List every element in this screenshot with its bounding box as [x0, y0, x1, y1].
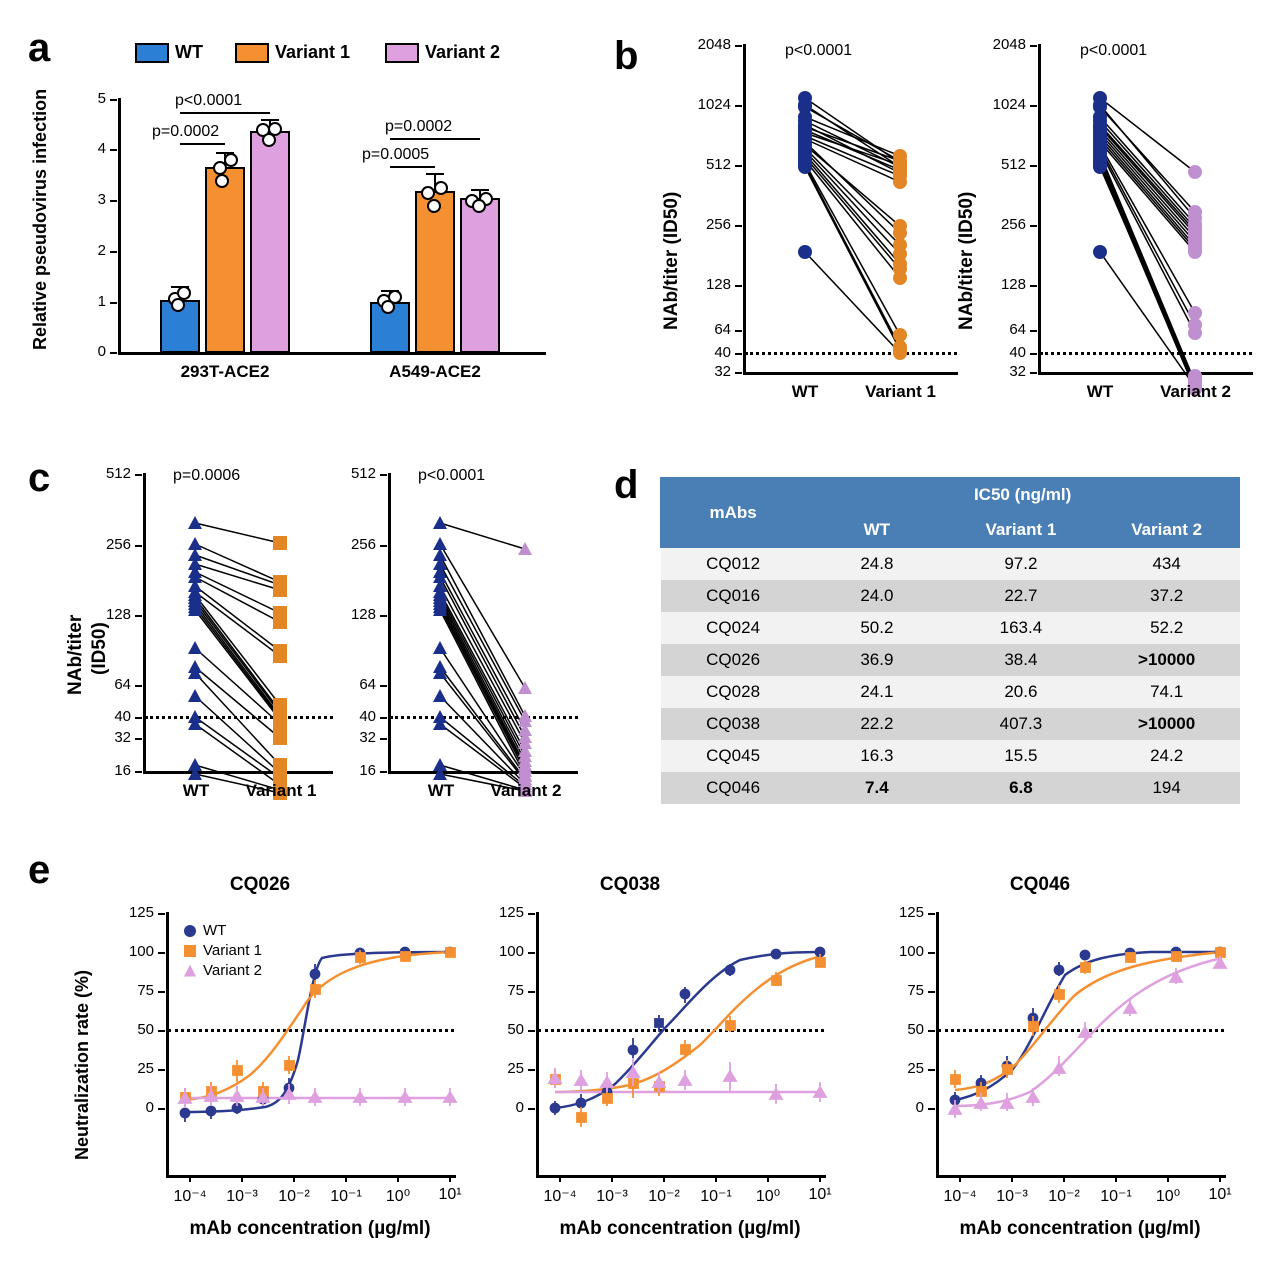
- cell-mab: CQ046: [661, 772, 806, 804]
- panel-e-cq038-ticklabel-100: 100: [498, 943, 524, 960]
- cell-mab: CQ045: [661, 740, 806, 772]
- panel-e-cq026-xtick-2: 10⁻³: [226, 1188, 258, 1205]
- panel-e-cq026: [60, 860, 460, 1280]
- panel-b-right-pvalue: p<0.0001: [1080, 42, 1148, 59]
- panel-e: [0, 840, 1270, 1280]
- cell-variant1: 15.5: [948, 740, 1094, 772]
- panel-a-pvalue-2: p<0.0001: [175, 92, 243, 109]
- panel-e-cq046-xtick-4: 10⁻¹: [1100, 1188, 1132, 1205]
- panel-e-cq046-ticklabel-100: 100: [898, 943, 924, 960]
- panel-c: [0, 440, 600, 840]
- panel-e-cq046-ticklabel-0: 0: [915, 1099, 924, 1116]
- panel-b-right-xtick-variant2: Variant 2: [1160, 382, 1231, 401]
- panel-d: [600, 445, 1270, 835]
- cell-mab: CQ016: [661, 580, 806, 612]
- panel-e-cq038-data: [460, 860, 860, 1280]
- panel-b-left-ticklabel-40: 40: [714, 344, 731, 361]
- panel-c-right-xtick-variant2: Variant 2: [490, 781, 562, 800]
- panel-c-right-ticklabel-512: 512: [350, 465, 376, 482]
- panel-b-left-ticklabel-64: 64: [714, 321, 731, 338]
- panel-e-cq046-xtick-3: 10⁻²: [1048, 1188, 1080, 1205]
- panel-a-ticklabel-1: 1: [97, 293, 106, 310]
- panel-e-cq026-xtick-1: 10⁻⁴: [173, 1188, 207, 1205]
- legend-text-variant2: Variant 2: [203, 962, 262, 979]
- panel-b-left-data: [655, 20, 965, 420]
- panel-c-right-xtick-wt: WT: [427, 781, 455, 800]
- cell-wt: 22.2: [806, 708, 948, 740]
- cell-wt: 24.1: [806, 676, 948, 708]
- table-header-wt: WT: [806, 513, 948, 548]
- panel-c-left-pvalue: p=0.0006: [173, 467, 241, 484]
- panel-c-left-subplot: [55, 445, 335, 825]
- panel-b-right-ticklabel-512: 512: [1000, 156, 1026, 173]
- panel-e-cq026-ticklabel-100: 100: [128, 943, 154, 960]
- panel-c-label: c: [28, 456, 51, 500]
- panel-e-cq038-xtick-3: 10⁻²: [648, 1188, 680, 1205]
- table-header-variant1: Variant 1: [948, 513, 1094, 548]
- panel-a-label: a: [28, 26, 51, 70]
- panel-a-ticklabel-3: 3: [97, 191, 106, 208]
- panel-e-cq026-xtick-5: 10⁰: [385, 1188, 411, 1205]
- panel-b-right-ticklabel-40: 40: [1009, 344, 1026, 361]
- cell-wt: 50.2: [806, 612, 948, 644]
- panel-e-cq038: [460, 860, 860, 1280]
- panel-a: [0, 0, 580, 420]
- panel-c-left-ticklabel-256: 256: [105, 536, 131, 553]
- panel-a-pvalue-3: p=0.0005: [362, 146, 430, 163]
- panel-c-left-xtick-wt: WT: [182, 781, 210, 800]
- table-row: [661, 772, 1240, 804]
- panel-a-ticklabel-0: 0: [97, 343, 106, 360]
- panel-c-right-pvalue: p<0.0001: [418, 467, 486, 484]
- panel-b-left-ticklabel-512: 512: [705, 156, 731, 173]
- panel-c-left-ticklabel-32: 32: [114, 729, 131, 746]
- panel-a-ticklabel-4: 4: [97, 140, 106, 157]
- panel-b-left-subplot: [655, 20, 965, 420]
- panel-c-right-ticklabel-32: 32: [359, 729, 376, 746]
- panel-b-right-y-title: NAb/titer (ID50): [956, 191, 977, 330]
- panel-e-cq038-ticklabel-75: 75: [507, 982, 524, 999]
- cell-wt: 36.9: [806, 644, 948, 676]
- panel-c-right-ticklabel-40: 40: [359, 708, 376, 725]
- cell-wt: 7.4: [806, 772, 948, 804]
- panel-a-y-axis-title: Relative pseudovirus infection: [30, 88, 50, 350]
- panel-b-right-ticklabel-1024: 1024: [992, 96, 1026, 113]
- ic50-table: [660, 477, 1240, 804]
- panel-e-cq026-ticklabel-125: 125: [128, 904, 154, 921]
- panel-c-right-ticklabel-256: 256: [350, 536, 376, 553]
- legend-label-wt: WT: [175, 42, 203, 62]
- panel-e-cq046-xtick-2: 10⁻³: [996, 1188, 1028, 1205]
- table-header-ic50: IC50 (ng/ml): [806, 478, 1240, 513]
- table-row: [661, 580, 1240, 612]
- cell-variant2: 52.2: [1094, 612, 1240, 644]
- panel-e-cq038-xtick-4: 10⁻¹: [700, 1188, 732, 1205]
- panel-e-cq046-ticklabel-75: 75: [907, 982, 924, 999]
- panel-e-cq046-data: [860, 860, 1270, 1280]
- panel-b-right-ticklabel-2048: 2048: [992, 36, 1026, 53]
- panel-a-ticklabel-2: 2: [97, 242, 106, 259]
- cell-mab: CQ026: [661, 644, 806, 676]
- cell-variant2: >10000: [1094, 708, 1240, 740]
- legend-text-variant1: Variant 1: [203, 942, 262, 959]
- panel-c-left-data: [55, 445, 335, 825]
- panel-d-label: d: [614, 463, 639, 507]
- panel-a-pvalue-1: p=0.0002: [152, 123, 220, 140]
- panel-b-left-y-title: NAb/titer (ID50): [661, 191, 682, 330]
- panel-e-cq038-xtick-2: 10⁻³: [596, 1188, 628, 1205]
- panel-b-left-ticklabel-1024: 1024: [697, 96, 731, 113]
- panel-e-cq046-xtick-5: 10⁰: [1155, 1188, 1181, 1205]
- panel-a-pvalue-4: p=0.0002: [385, 118, 453, 135]
- panel-b-left-pvalue: p<0.0001: [785, 42, 853, 59]
- cell-variant1: 20.6: [948, 676, 1094, 708]
- table-row: [661, 708, 1240, 740]
- panel-c-left-y-title-line2: (ID50): [89, 622, 110, 675]
- panel-c-right-ticklabel-64: 64: [359, 676, 376, 693]
- panel-e-cq026-ticklabel-75: 75: [137, 982, 154, 999]
- table-row: [661, 548, 1240, 581]
- panel-b-left-ticklabel-256: 256: [705, 216, 731, 233]
- panel-b-right-ticklabel-128: 128: [1000, 276, 1026, 293]
- panel-b-left-xtick-variant1: Variant 1: [865, 382, 936, 401]
- panel-a-overlay: [0, 0, 580, 420]
- panel-e-cq046-ticklabel-125: 125: [898, 904, 924, 921]
- panel-e-cq026-ticklabel-25: 25: [137, 1060, 154, 1077]
- panel-e-cq046-xtick-6: 10¹: [1208, 1186, 1232, 1203]
- panel-b-left-ticklabel-2048: 2048: [697, 36, 731, 53]
- table-row: [661, 740, 1240, 772]
- panel-b-right-xtick-wt: WT: [1086, 382, 1114, 401]
- cell-variant1: 6.8: [948, 772, 1094, 804]
- table-row: [661, 676, 1240, 708]
- panel-e-cq038-title: CQ038: [599, 874, 661, 895]
- panel-c-left-ticklabel-40: 40: [114, 708, 131, 725]
- cell-mab: CQ024: [661, 612, 806, 644]
- panel-e-cq038-xtick-5: 10⁰: [755, 1188, 781, 1205]
- panel-a-ticklabel-5: 5: [97, 90, 106, 107]
- panel-e-cq046-x-title: mAb concentration (µg/ml): [959, 1218, 1201, 1239]
- panel-a-xtick-293t: 293T-ACE2: [180, 362, 270, 381]
- cell-mab: CQ012: [661, 548, 806, 581]
- panel-c-left-ticklabel-512: 512: [105, 465, 131, 482]
- table-row: [661, 612, 1240, 644]
- panel-c-right-data: [300, 445, 580, 825]
- panel-e-cq046-ticklabel-50: 50: [907, 1021, 924, 1038]
- panel-e-cq026-xtick-4: 10⁻¹: [330, 1188, 362, 1205]
- panel-e-cq026-xtick-3: 10⁻²: [278, 1188, 310, 1205]
- cell-variant2: 24.2: [1094, 740, 1240, 772]
- cell-variant2: >10000: [1094, 644, 1240, 676]
- legend-label-variant2: Variant 2: [425, 42, 501, 62]
- cell-variant1: 22.7: [948, 580, 1094, 612]
- panel-b-right-data: [950, 20, 1260, 420]
- cell-variant1: 97.2: [948, 548, 1094, 581]
- cell-wt: 24.8: [806, 548, 948, 581]
- panel-e-cq046: [860, 860, 1270, 1280]
- panel-e-cq046-xtick-1: 10⁻⁴: [943, 1188, 977, 1205]
- legend-text-wt: WT: [203, 922, 227, 939]
- panel-b-left-xtick-wt: WT: [791, 382, 819, 401]
- cell-variant1: 38.4: [948, 644, 1094, 676]
- panel-e-label: e: [28, 848, 51, 892]
- panel-e-cq038-ticklabel-50: 50: [507, 1021, 524, 1038]
- panel-e-cq038-ticklabel-125: 125: [498, 904, 524, 921]
- cell-variant2: 74.1: [1094, 676, 1240, 708]
- panel-e-cq038-ticklabel-25: 25: [507, 1060, 524, 1077]
- panel-b-right-subplot: [950, 20, 1260, 420]
- panel-b-left-ticklabel-32: 32: [714, 363, 731, 380]
- panel-e-cq026-xtick-6: 10¹: [438, 1186, 462, 1203]
- panel-b: [600, 0, 1270, 430]
- panel-b-right-ticklabel-32: 32: [1009, 363, 1026, 380]
- panel-e-cq038-x-title: mAb concentration (µg/ml): [559, 1218, 801, 1239]
- panel-e-cq046-title: CQ046: [1009, 874, 1071, 895]
- cell-variant2: 194: [1094, 772, 1240, 804]
- cell-mab: CQ038: [661, 708, 806, 740]
- panel-e-cq026-ticklabel-50: 50: [137, 1021, 154, 1038]
- panel-b-label: b: [614, 34, 639, 78]
- table-row: [661, 644, 1240, 676]
- cell-wt: 16.3: [806, 740, 948, 772]
- panel-c-left-ticklabel-64: 64: [114, 676, 131, 693]
- panel-e-cq038-xtick-1: 10⁻⁴: [543, 1188, 577, 1205]
- cell-variant1: 163.4: [948, 612, 1094, 644]
- panel-c-left-ticklabel-128: 128: [105, 606, 131, 623]
- legend-label-variant1: Variant 1: [275, 42, 351, 62]
- cell-mab: CQ028: [661, 676, 806, 708]
- panel-c-right-ticklabel-16: 16: [359, 762, 376, 779]
- cell-variant2: 37.2: [1094, 580, 1240, 612]
- panel-c-left-y-title-line1: NAb/titer: [65, 614, 86, 695]
- panel-a-xtick-a549: A549-ACE2: [389, 362, 481, 381]
- panel-e-cq038-xtick-6: 10¹: [808, 1186, 832, 1203]
- panel-e-cq038-ticklabel-0: 0: [515, 1099, 524, 1116]
- panel-c-left-ticklabel-16: 16: [114, 762, 131, 779]
- panel-b-left-ticklabel-128: 128: [705, 276, 731, 293]
- panel-e-cq026-data: [60, 860, 460, 1280]
- panel-b-right-ticklabel-256: 256: [1000, 216, 1026, 233]
- panel-e-cq026-y-title: Neutralization rate (%): [72, 969, 92, 1160]
- panel-c-left-xtick-variant1: Variant 1: [245, 781, 317, 800]
- table-header-mabs: mAbs: [661, 478, 806, 548]
- table-header-variant2: Variant 2: [1094, 513, 1240, 548]
- cell-variant2: 434: [1094, 548, 1240, 581]
- cell-wt: 24.0: [806, 580, 948, 612]
- panel-b-right-ticklabel-64: 64: [1009, 321, 1026, 338]
- panel-e-cq026-title: CQ026: [229, 874, 291, 895]
- panel-c-right-subplot: [300, 445, 580, 825]
- panel-e-cq026-x-title: mAb concentration (µg/ml): [189, 1218, 431, 1239]
- table-header-row-1: [661, 478, 1240, 513]
- cell-variant1: 407.3: [948, 708, 1094, 740]
- panel-e-cq026-ticklabel-0: 0: [145, 1099, 154, 1116]
- panel-e-cq046-ticklabel-25: 25: [907, 1060, 924, 1077]
- panel-c-right-ticklabel-128: 128: [350, 606, 376, 623]
